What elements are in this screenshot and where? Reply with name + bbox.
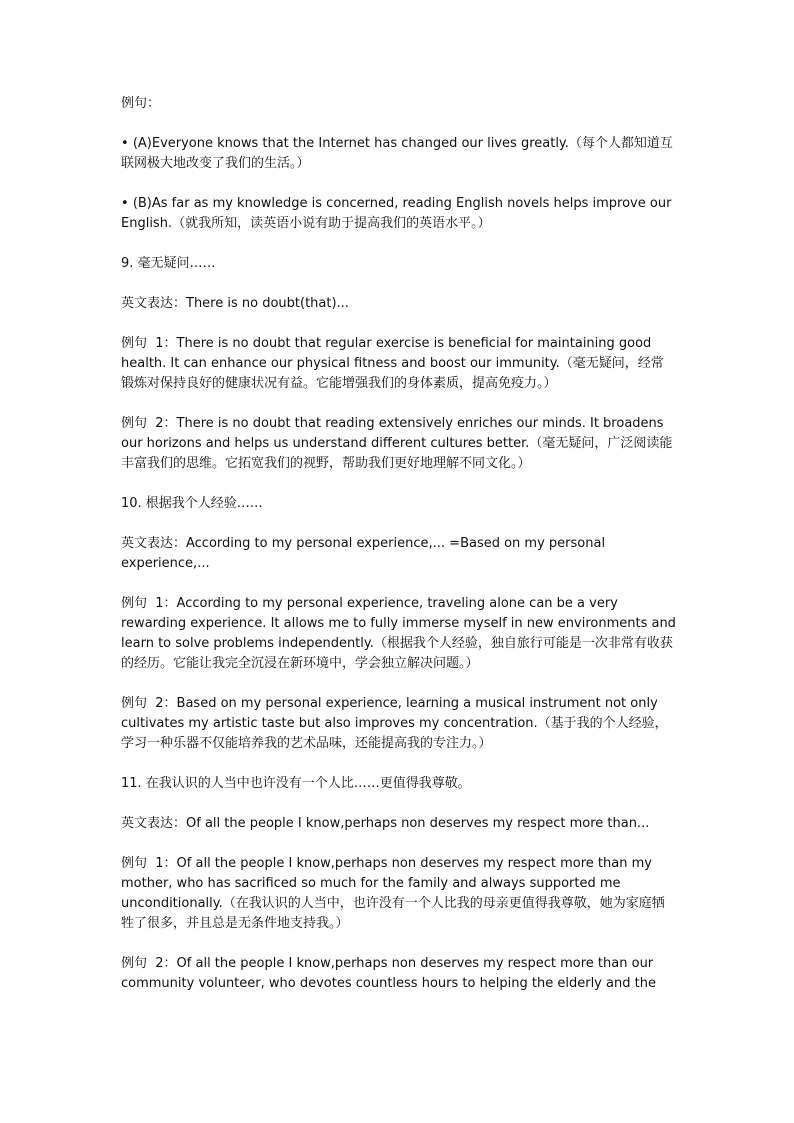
document-body xyxy=(121,94,676,1014)
section-expression: 英文表达：According to my personal experience,... =Based on my personal experience,... xyxy=(121,536,606,571)
example-text: There is no doubt that regular exercise is beneficial for maintaining good health. It can enhance our physical fitness and boost our immunity.（毫无疑问，经常锻炼对保持良好的健康状况有益。它能增强我们的身体素质，提高免疫力。） xyxy=(121,336,664,391)
example-label: 例句 1： xyxy=(121,336,177,351)
example-text: According to my personal experience, traveling alone can be a very rewarding experience. It allows me to fully immerse myself in new environments and learn to solve problems independently.（根据我个人经验，独自旅行可能是一次非常有收获的经历。它能让我完全沉浸在新环境中，学会独立解决问题。） xyxy=(121,596,676,671)
section-heading: 10. 根据我个人经验…… xyxy=(121,496,263,511)
intro-example-a xyxy=(121,134,676,174)
section-heading: 11. 在我认识的人当中也许没有一个人比……更值得我尊敬。 xyxy=(121,776,471,791)
example-text: There is no doubt that reading extensively enriches our minds. It broadens our horizons and helps us understand different cultures better.（毫无疑问，广泛阅读能丰富我们的思维。它拓宽我们的视野，帮助我们更好地理解不同文化。） xyxy=(121,416,673,471)
example-text: Of all the people I know,perhaps non deserves my respect more than our community volunteer, who devotes countless hours to helping the elderly and the xyxy=(121,956,656,991)
section-expression: 英文表达：Of all the people I know,perhaps non deserves my respect more than... xyxy=(121,816,650,831)
section-example xyxy=(121,414,676,474)
example-label: 例句 2： xyxy=(121,416,177,431)
section-expression: 英文表达：There is no doubt(that)... xyxy=(121,296,349,311)
intro-example-b xyxy=(121,194,676,234)
example-label: 例句 1： xyxy=(121,596,177,611)
example-text: (B)As far as my knowledge is concerned, reading English novels helps improve our English.（就我所知，读英语小说有助于提高我们的英语水平。） xyxy=(121,196,672,231)
section-example xyxy=(121,954,676,994)
section-example xyxy=(121,334,676,394)
example-label: 例句 1： xyxy=(121,856,177,871)
section-example xyxy=(121,854,676,934)
section-example xyxy=(121,694,676,754)
example-label: 例句 2： xyxy=(121,696,177,711)
example-text: (A)Everyone knows that the Internet has changed our lives greatly.（每个人都知道互联网极大地改变了我们的生活。） xyxy=(121,136,673,171)
section-heading: 9. 毫无疑问…… xyxy=(121,256,216,271)
intro-label: 例句： xyxy=(121,96,161,111)
example-label: 例句 2： xyxy=(121,956,177,971)
example-text: Of all the people I know,perhaps non deserves my respect more than my mother, who has sacrificed so much for the family and always supported me unconditionally.（在我认识的人当中，也许没有一个人比我的母亲更值得我尊敬，她为家庭牺牲了很多，并且总是无条件地支持我。） xyxy=(121,856,665,931)
bullet-icon: • xyxy=(121,196,133,211)
section-example xyxy=(121,594,676,674)
bullet-icon: • xyxy=(121,136,133,151)
example-text: Based on my personal experience, learning a musical instrument not only cultivates my artistic taste but also improves my concentration.（基于我的个人经验，学习一种乐器不仅能培养我的艺术品味，还能提高我的专注力。） xyxy=(121,696,668,751)
